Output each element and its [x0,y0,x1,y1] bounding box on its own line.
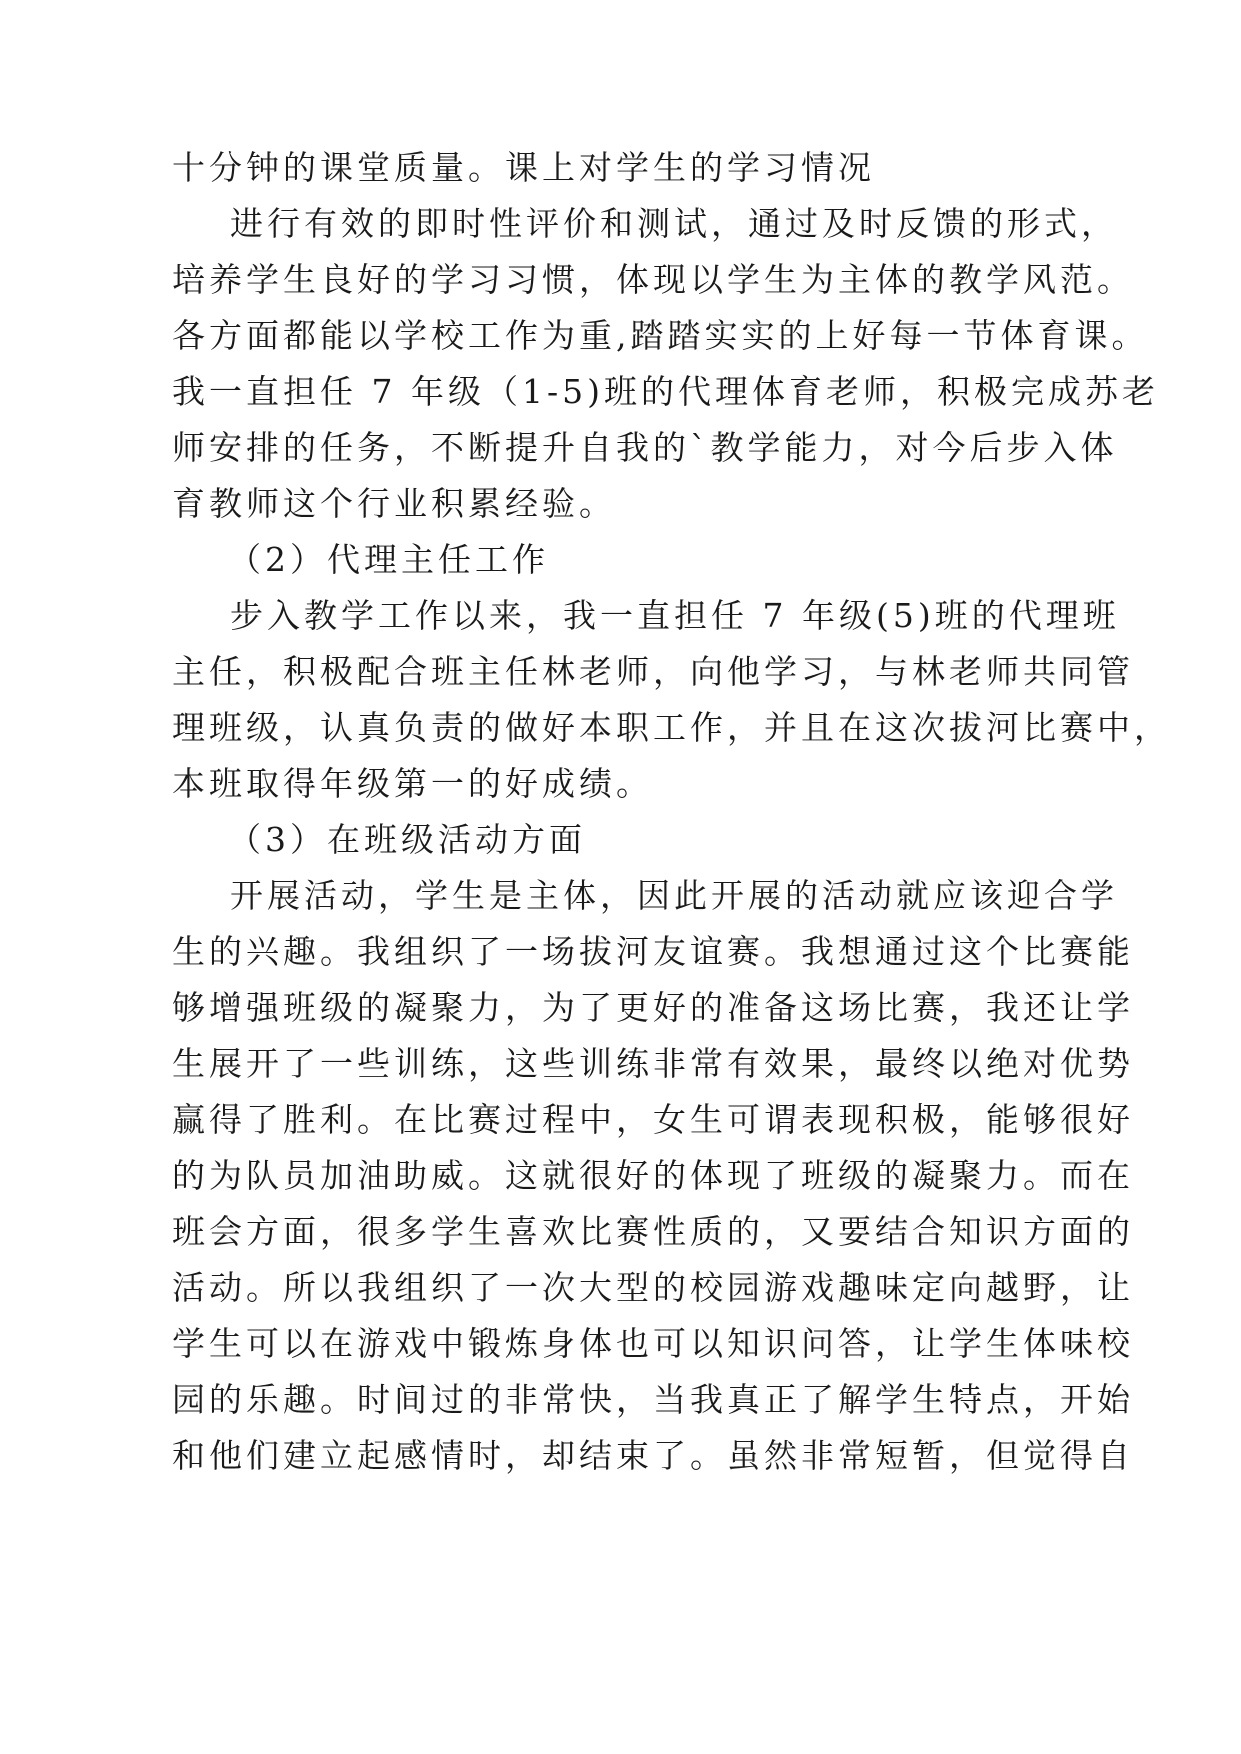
text-line: 和他们建立起感情时，却结束了。虽然非常短暂，但觉得自 [172,1436,1134,1475]
text-line: 我一直担任 7 年级（1-5)班的代理体育老师，积极完成苏老 [172,372,1159,411]
text-line: 赢得了胜利。在比赛过程中，女生可谓表现积极，能够很好 [172,1100,1134,1139]
text-line: 育教师这个行业积累经验。 [172,484,616,523]
text-line: 十分钟的课堂质量。课上对学生的学习情况 [172,148,875,187]
section-heading: （3）在班级活动方面 [228,820,586,859]
text-line: 够增强班级的凝聚力，为了更好的准备这场比赛，我还让学 [172,988,1134,1027]
text-line: 班会方面，很多学生喜欢比赛性质的，又要结合知识方面的 [172,1212,1134,1251]
text-line: 理班级，认真负责的做好本职工作，并且在这次拔河比赛中， [172,708,1171,747]
text-line: 生展开了一些训练，这些训练非常有效果，最终以绝对优势 [172,1044,1134,1083]
text-line: 活动。所以我组织了一次大型的校园游戏趣味定向越野，让 [172,1268,1134,1307]
text-line: 学生可以在游戏中锻炼身体也可以知识问答，让学生体味校 [172,1324,1134,1363]
text-line: 的为队员加油助威。这就很好的体现了班级的凝聚力。而在 [172,1156,1134,1195]
text-line: 本班取得年级第一的好成绩。 [172,764,653,803]
text-line: 各方面都能以学校工作为重,踏踏实实的上好每一节体育课。 [172,316,1149,355]
section-heading: （2）代理主任工作 [228,540,549,579]
text-line: 生的兴趣。我组织了一场拔河友谊赛。我想通过这个比赛能 [172,932,1134,971]
paragraph-first-line: 步入教学工作以来，我一直担任 7 年级(5)班的代理班 [230,596,1120,635]
paragraph-first-line: 进行有效的即时性评价和测试，通过及时反馈的形式， [230,204,1118,243]
paragraph-first-line: 开展活动，学生是主体，因此开展的活动就应该迎合学 [230,876,1118,915]
text-line: 主任，积极配合班主任林老师，向他学习，与林老师共同管 [172,652,1134,691]
text-line: 师安排的任务，不断提升自我的`教学能力，对今后步入体 [172,428,1118,467]
text-line: 园的乐趣。时间过的非常快，当我真正了解学生特点，开始 [172,1380,1134,1419]
text-line: 培养学生良好的学习习惯，体现以学生为主体的教学风范。 [172,260,1134,299]
